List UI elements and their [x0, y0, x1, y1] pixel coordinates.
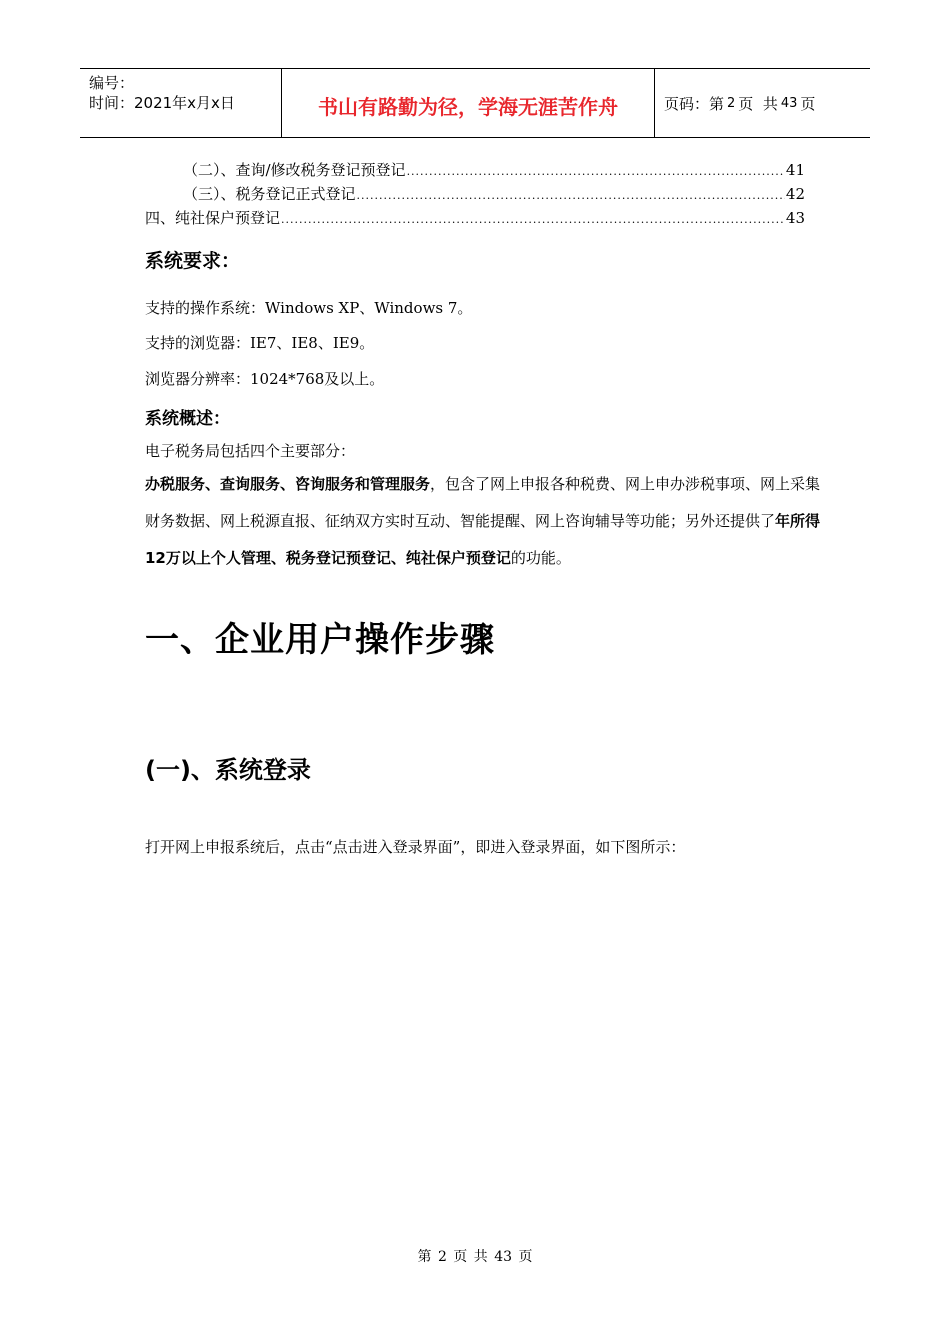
header-page-prefix: 页码：第 — [664, 94, 725, 113]
header-number-label: 编号： — [89, 74, 135, 92]
subsection-title-login: (一)、系统登录 — [145, 756, 311, 784]
header-page-mid: 页 共 — [738, 94, 778, 113]
overview-text-end: 的功能。 — [510, 549, 571, 567]
header-page-suffix: 页 — [800, 94, 816, 113]
section-title-enterprise-steps: 一、企业用户操作步骤 — [145, 620, 495, 660]
header-motto: 书山有路勤为径，学海无涯苦作舟 — [282, 69, 655, 137]
table-of-contents — [145, 159, 805, 231]
header-page-total: 43 — [780, 95, 798, 111]
header-page-info — [655, 69, 870, 137]
toc-leader-dots — [407, 165, 785, 178]
requirements-heading: 系统要求： — [145, 250, 241, 272]
login-instructions: 打开网上申报系统后，点击“点击进入登录界面”，即进入登录界面，如下图所示： — [145, 838, 686, 856]
overview-bold-services: 办税服务、查询服务、咨询服务和管理服务 — [145, 475, 431, 493]
toc-entry-page: 42 — [785, 185, 805, 203]
toc-entry-text: （三）、税务登记正式登记 — [183, 185, 356, 203]
header-meta — [80, 69, 282, 137]
header-time-label: 时间：2021年x月x日 — [89, 94, 235, 112]
toc-entry-page: 43 — [785, 209, 805, 227]
header-page-current: 2 — [727, 95, 736, 111]
overview-heading: 系统概述： — [145, 409, 230, 429]
page-header — [80, 68, 870, 138]
toc-leader-dots — [357, 189, 785, 202]
toc-entry[interactable] — [145, 207, 805, 231]
toc-leader-dots — [281, 213, 785, 226]
overview-paragraph — [145, 466, 825, 577]
overview-intro: 电子税务局包括四个主要部分： — [145, 442, 356, 460]
requirements-browser: 支持的浏览器：IE7、IE8、IE9。 — [145, 334, 375, 352]
requirements-os: 支持的操作系统：Windows XP、Windows 7。 — [145, 299, 473, 317]
toc-entry[interactable] — [145, 183, 805, 207]
toc-entry-page: 41 — [785, 161, 805, 179]
overview-text-functions: ，包含了网上申报各种税费、网上申办涉税事项、网上采集财务数据、网上税源直报、征纳双方实时互动、智能提醒、网上咨询辅导等功能；另外还提供了 — [145, 475, 821, 530]
toc-entry-text: （二）、查询/修改税务登记预登记 — [183, 161, 406, 179]
overview-bold-extras: 年所得12万以上个人管理、税务登记预登记、纯社保户预登记 — [145, 512, 821, 567]
toc-entry-text: 四、纯社保户预登记 — [145, 209, 281, 227]
page-footer: 第 2 页 共 43 页 — [417, 1249, 533, 1265]
requirements-resolution: 浏览器分辨率：1024*768及以上。 — [145, 370, 385, 388]
toc-entry[interactable] — [145, 159, 805, 183]
